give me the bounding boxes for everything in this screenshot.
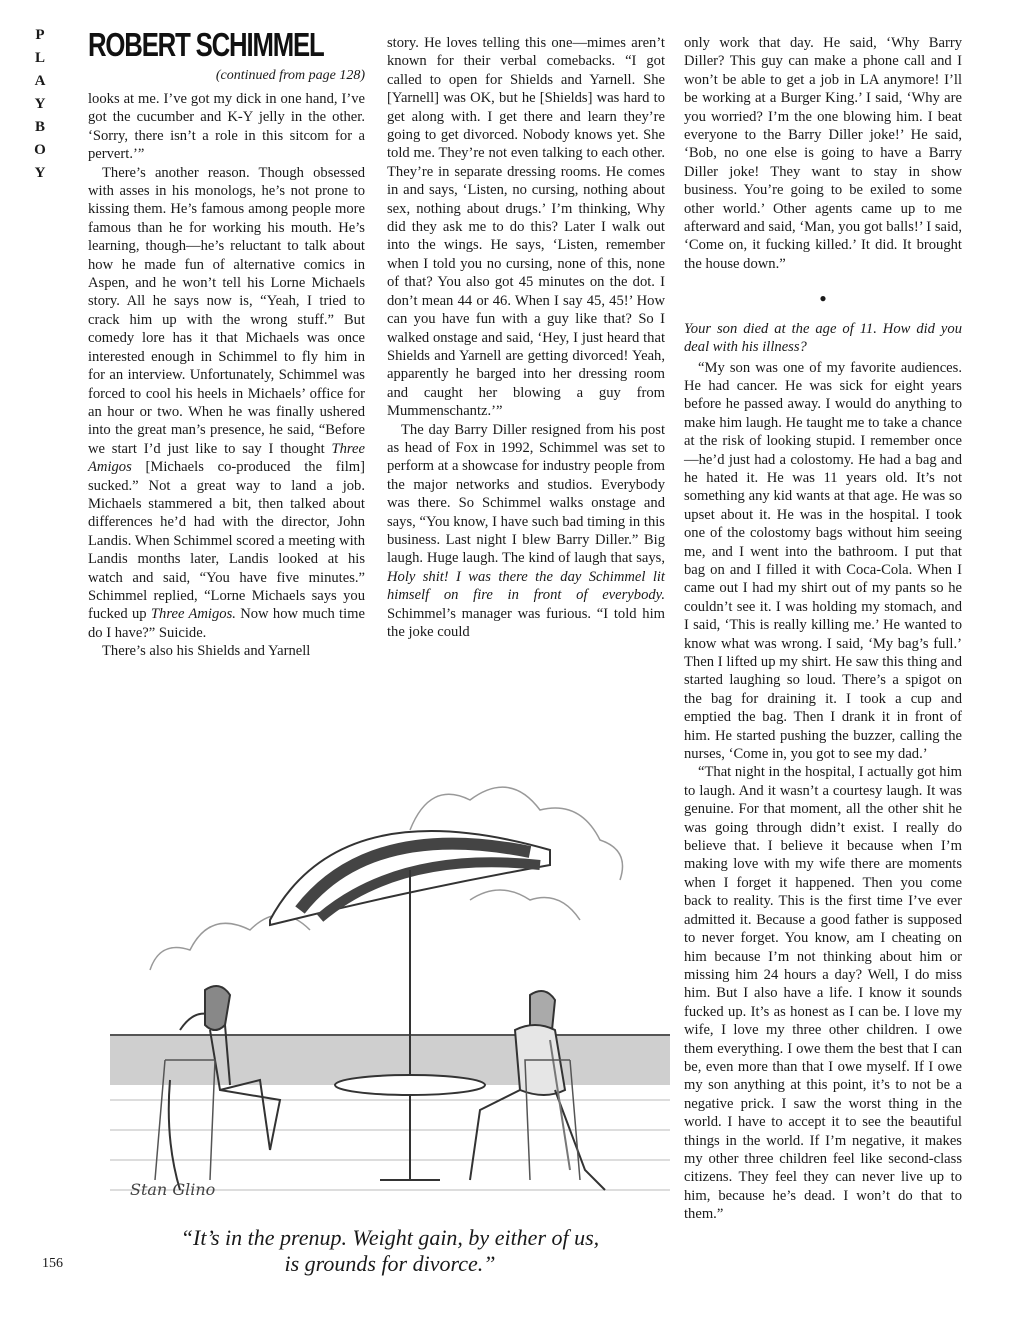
text-run: There’s another reason. Though obsessed with asses in his monologs, he’s not prone to kissing them. He’s famous among people more famous than he for working his mouth. He’s learning, though—he’s reluctant to talk about how he made fun of alternative comics in Aspen, and he won’t tell his Lorne Michaels story. All he says now is, “Yeah, I tried to crack him up with the wrong stuff.” But comedy lore has it that Michaels was once interested enough in Schimmel to fly him in for an interview. Unfortunately, Schimmel was forced to cool his heels in Michaels’ office for an hour or two. When he was finally ushered into the great man’s presence, he said, “Before we start I’d just like to say I thought	[88, 164, 365, 457]
paragraph	[387, 421, 665, 642]
paragraph: story. He loves telling this one—mimes aren’t known for their verbal comebacks. “I got called to open for Shields and Yarnell. She [Yarnell] was OK, but he [Shields] was hard to get along with. I get there and learn they’re going to get divorced. Nobody knows yet. She told me. They’re not even talking to each other. They’re in separate dressing rooms. He comes in and says, ‘Listen, no cursing, nothing about sex, nothing about drugs.’ I’m thinking, Why did they ask me to do this? Later I walk out into the wings. He says, ‘Listen, remember when I told you no cursing, none of this, none of that? You also got 45 minutes on the dot. I don’t mean 44 or 46. When I say 45, 45!’ How can you have fun with a guy like that? So I walked onstage and said, ‘Hey, I just heard that Shields and Yarnell are getting divorced! Yeah, apparently he barged into her dressing room and caught her blowing a guy from Mummenschantz.’”	[387, 35, 665, 420]
paragraph: looks at me. I’ve got my dick in one hand, I’ve got the cucumber and K-Y jelly in the other. ‘Sorry, there isn’t a role in this sitcom for a pervert.’”	[88, 91, 365, 163]
magazine-letter: Y	[34, 96, 46, 112]
magazine-name-vertical	[20, 24, 60, 185]
continued-note: (continued from page 128)	[215, 68, 365, 83]
section-bullet: ●	[819, 291, 827, 306]
cartoon-caption	[110, 1225, 670, 1277]
magazine-letter: L	[34, 50, 45, 66]
film-title: Three Amigos.	[150, 606, 236, 623]
magazine-letter: P	[35, 27, 45, 43]
magazine-letter: B	[34, 119, 45, 135]
text-column-3	[684, 34, 962, 1224]
article-title: ROBERT SCHIMMEL	[88, 26, 324, 63]
magazine-letter: A	[34, 73, 46, 89]
paragraph: There’s also his Shields and Yarnell	[102, 643, 311, 660]
paragraph: “That night in the hospital, I actually got him to laugh. And it wasn’t a courtesy laugh. It was genuine. For that moment, all the other shit he was going through didn’t exist. I really do believe that. I believe it because when I’m making love with my wife there are moments when I forget it happened. Then you come back to reality. This is the first time I’ve ever admitted it. Because a good father is supposed to never forget. You know, am I cheating on him because I’m not thinking about him or missing him 24 hours a day? Well, I do miss him. But I also have a life. I know it sounds fucked up. It’s as honest as I can be. I love my wife, I love my three other children. I owe them everything. I owe them the best that I can be, even more than that I owe myself. If I owe my son anything at this point, it’s to not be a negative prick. I saw the worst thing in the world. I have to accept it to see the beautiful things in the world. If I’m negative, it makes my other three children feel like second-class citizens. They feel they can never live up to him, because he’s dead. I won’t do that to them.”	[684, 764, 962, 1223]
beach-cartoon-illustration	[110, 740, 670, 1220]
magazine-letter: Y	[34, 165, 46, 181]
text-run: Schimmel’s manager was furious. “I told him the joke could	[387, 605, 665, 640]
film-title: Three Amigos	[88, 440, 365, 476]
text-run: [Michaels co-produced the film] sucked.” Not a great way to land a job. Michaels stammered a bit, then talked about differences he’d had with the director, John Landis. When Schimmel scored a meeting with Landis months later, Landis looked at his watch and said, “You have five minutes.” Schimmel replied, “Lorne Michaels says you fucked up	[88, 459, 365, 623]
text-column-1	[88, 90, 365, 661]
artist-signature: Stan Glino	[130, 1180, 216, 1199]
text-run: Now how much time do I have?” Suicide.	[88, 606, 365, 641]
text-column-2	[387, 34, 665, 641]
paragraph: “My son was one of my favorite audiences. He had cancer. He was sick for eight years before he passed away. I would do anything to make him laugh. He taught me to take a chance at the risk of looking stupid. I remember once—he’d just had a colostomy. He had a bag and he hated it. He was 11 years old. It’s not something any kid wants at that age. He was so upset about it. He was in the hospital. I took one of the colostomy bags without him seeing me, and I went into the bathroom. I put that bag on and I filled it with Coca-Cola. When I came out I had my shirt out of my pants so he couldn’t see it. I was holding my stomach, and I said, ‘This is really killing me.’ He wanted to know what was wrong. I said, ‘My bag’s full.’ Then I lifted up my shirt. He saw this thing and started laughing so loud. There’s a spigot on the bag for draining it. I took a cup and emptied the bag. Then I drank it in front of him. He started pushing the buzzer, calling the nurses, ‘Come in, you got to see my dad.’	[684, 359, 962, 763]
interview-question: Your son died at the age of 11. How did you deal with his illness?	[684, 320, 962, 356]
caption-line: “It’s in the prenup. Weight gain, by either of us,	[180, 1225, 600, 1250]
paragraph: only work that day. He said, ‘Why Barry Diller? This guy can make a phone call and I won’t be able to get a job in LA anymore! I’ll be working at a Burger King.’ I said, ‘Why are you worried? I’m the one blowing him. I beat everyone to the Barry Diller joke!’ He said, ‘Bob, no one else is going to have a Barry Diller joke! They want to stay in show business. You’re going to be exiled to some other world.’ Other agents came up to me afterward and said, ‘Man, you got balls!’ I said, ‘Come on, it fucking killed.’ It did. It brought the house down.”	[684, 35, 962, 272]
paragraph	[88, 164, 365, 643]
text-run: The day Barry Diller resigned from his post as head of Fox in 1992, Schimmel was set to perform at a showcase for industry people from the major networks and studios. Everybody was there. So Schimmel walks onstage and says, “You know, I have such bad timing in this business. Last night I blew Barry Diller.” Big laugh. Huge laugh. The kind of laugh that says,	[387, 421, 665, 567]
magazine-letter: O	[34, 142, 46, 158]
italic-text: Holy shit! I was there the day Schimmel lit himself on fire in front of everybody.	[387, 568, 665, 604]
caption-line: is grounds for divorce.”	[284, 1251, 496, 1276]
page-number: 156	[42, 1256, 63, 1271]
